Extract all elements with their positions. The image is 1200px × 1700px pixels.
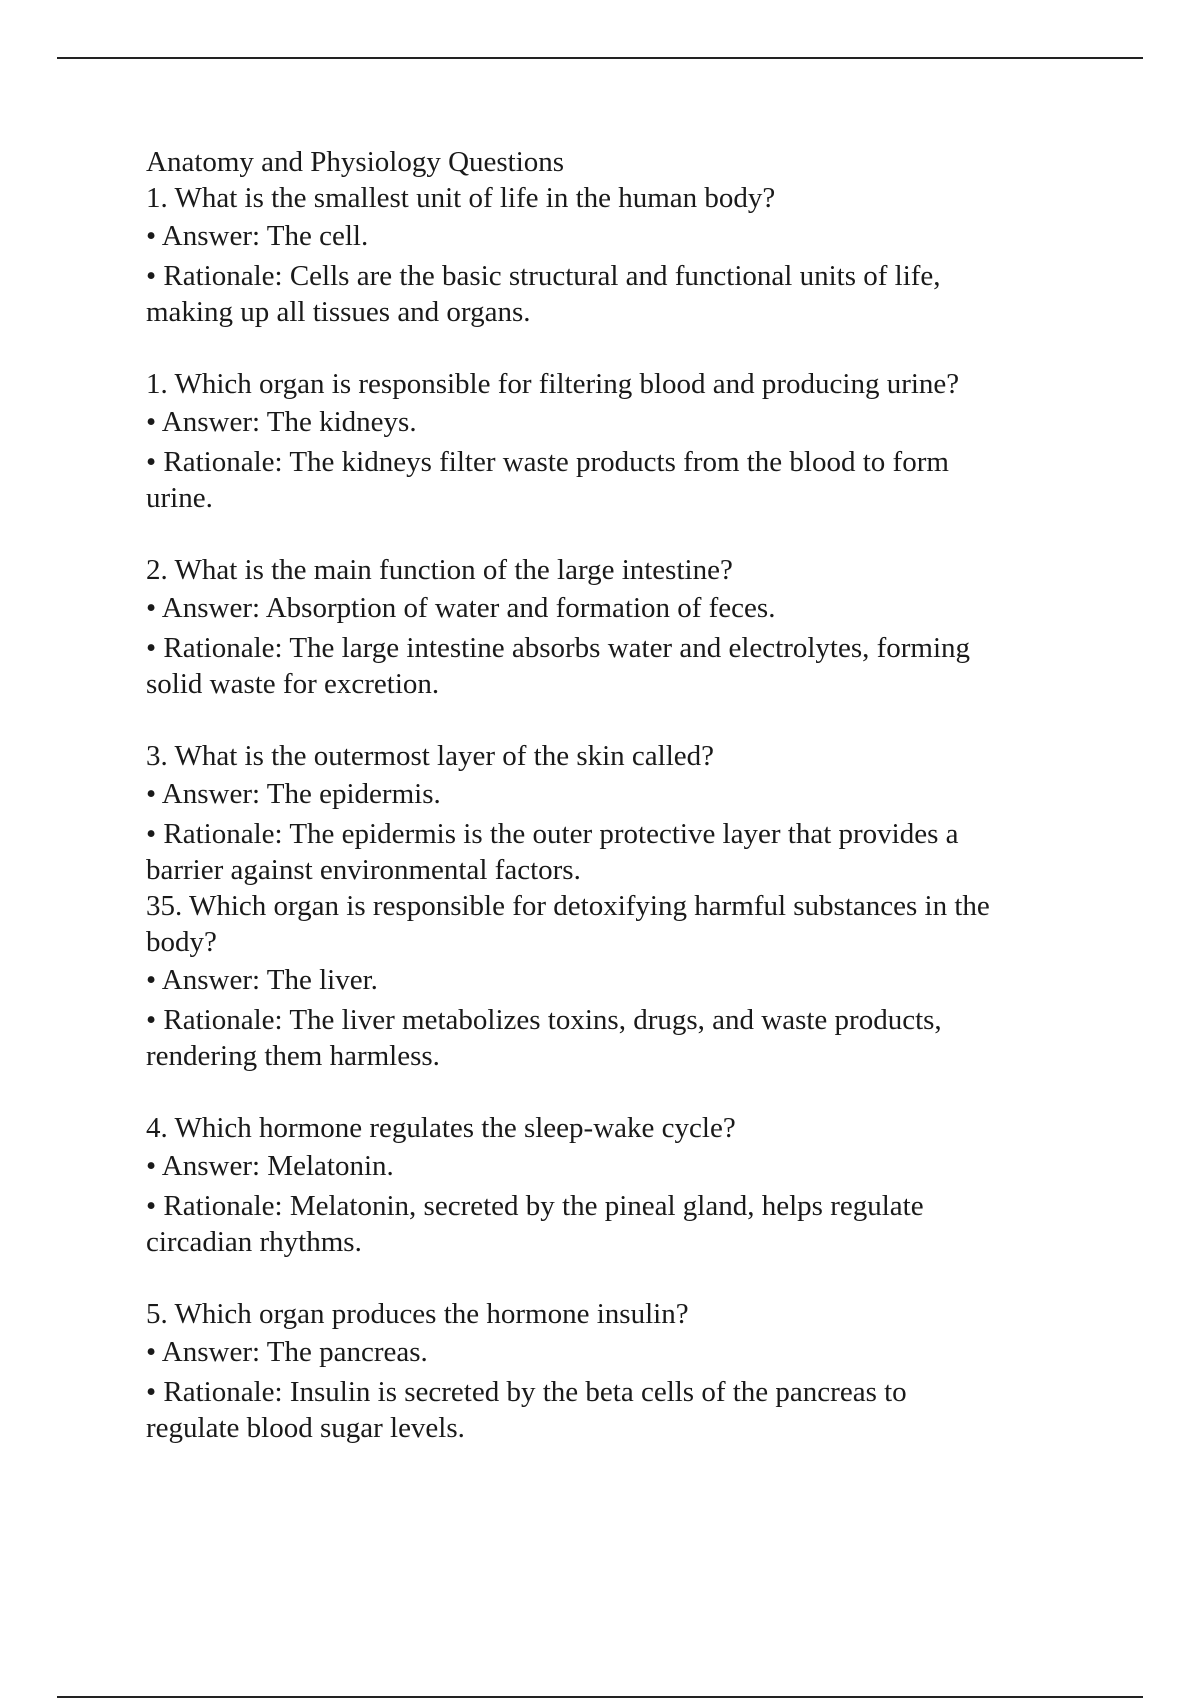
rationale-text: • Rationale: The kidneys filter waste products from the blood to form urine. (146, 446, 949, 514)
qa-item-1 (146, 180, 1006, 330)
qa-item-2 (146, 366, 1006, 516)
qa-item-3 (146, 552, 1006, 702)
question-text: 35. Which organ is responsible for detoxifying harmful substances in the body? (146, 890, 990, 958)
qa-item-5 (146, 888, 1006, 1074)
answer-text: • Answer: The epidermis. (146, 778, 441, 810)
qa-item-4 (146, 738, 1006, 888)
rationale-text: • Rationale: The large intestine absorbs water and electrolytes, forming solid waste for excretion. (146, 632, 971, 700)
answer-text: • Answer: The liver. (146, 964, 378, 996)
rationale-text: • Rationale: Cells are the basic structural and functional units of life, making up all tissues and organs. (146, 260, 941, 328)
question-text: 1. What is the smallest unit of life in the human body? (146, 182, 776, 214)
rationale-text: • Rationale: Insulin is secreted by the beta cells of the pancreas to regulate blood sugar levels. (146, 1376, 907, 1444)
rationale-text: • Rationale: The epidermis is the outer protective layer that provides a barrier against environmental factors. (146, 818, 959, 886)
question-text: 2. What is the main function of the large intestine? (146, 554, 733, 586)
document-title: Anatomy and Physiology Questions (146, 146, 565, 178)
qa-item-6 (146, 1110, 1006, 1260)
question-text: 3. What is the outermost layer of the skin called? (146, 740, 715, 772)
rationale-text: • Rationale: The liver metabolizes toxins, drugs, and waste products, rendering them harmless. (146, 1004, 942, 1072)
question-text: 4. Which hormone regulates the sleep-wake cycle? (146, 1112, 736, 1144)
answer-text: • Answer: The pancreas. (146, 1336, 428, 1368)
document-body (146, 144, 1006, 1446)
answer-text: • Answer: Melatonin. (146, 1150, 394, 1182)
top-rule (57, 57, 1143, 59)
answer-text: • Answer: The cell. (146, 220, 369, 252)
answer-text: • Answer: The kidneys. (146, 406, 417, 438)
qa-item-7 (146, 1296, 1006, 1446)
question-text: 1. Which organ is responsible for filtering blood and producing urine? (146, 368, 960, 400)
bottom-rule (57, 1696, 1143, 1698)
question-text: 5. Which organ produces the hormone insulin? (146, 1298, 689, 1330)
rationale-text: • Rationale: Melatonin, secreted by the pineal gland, helps regulate circadian rhythms. (146, 1190, 924, 1258)
answer-text: • Answer: Absorption of water and formation of feces. (146, 592, 776, 624)
